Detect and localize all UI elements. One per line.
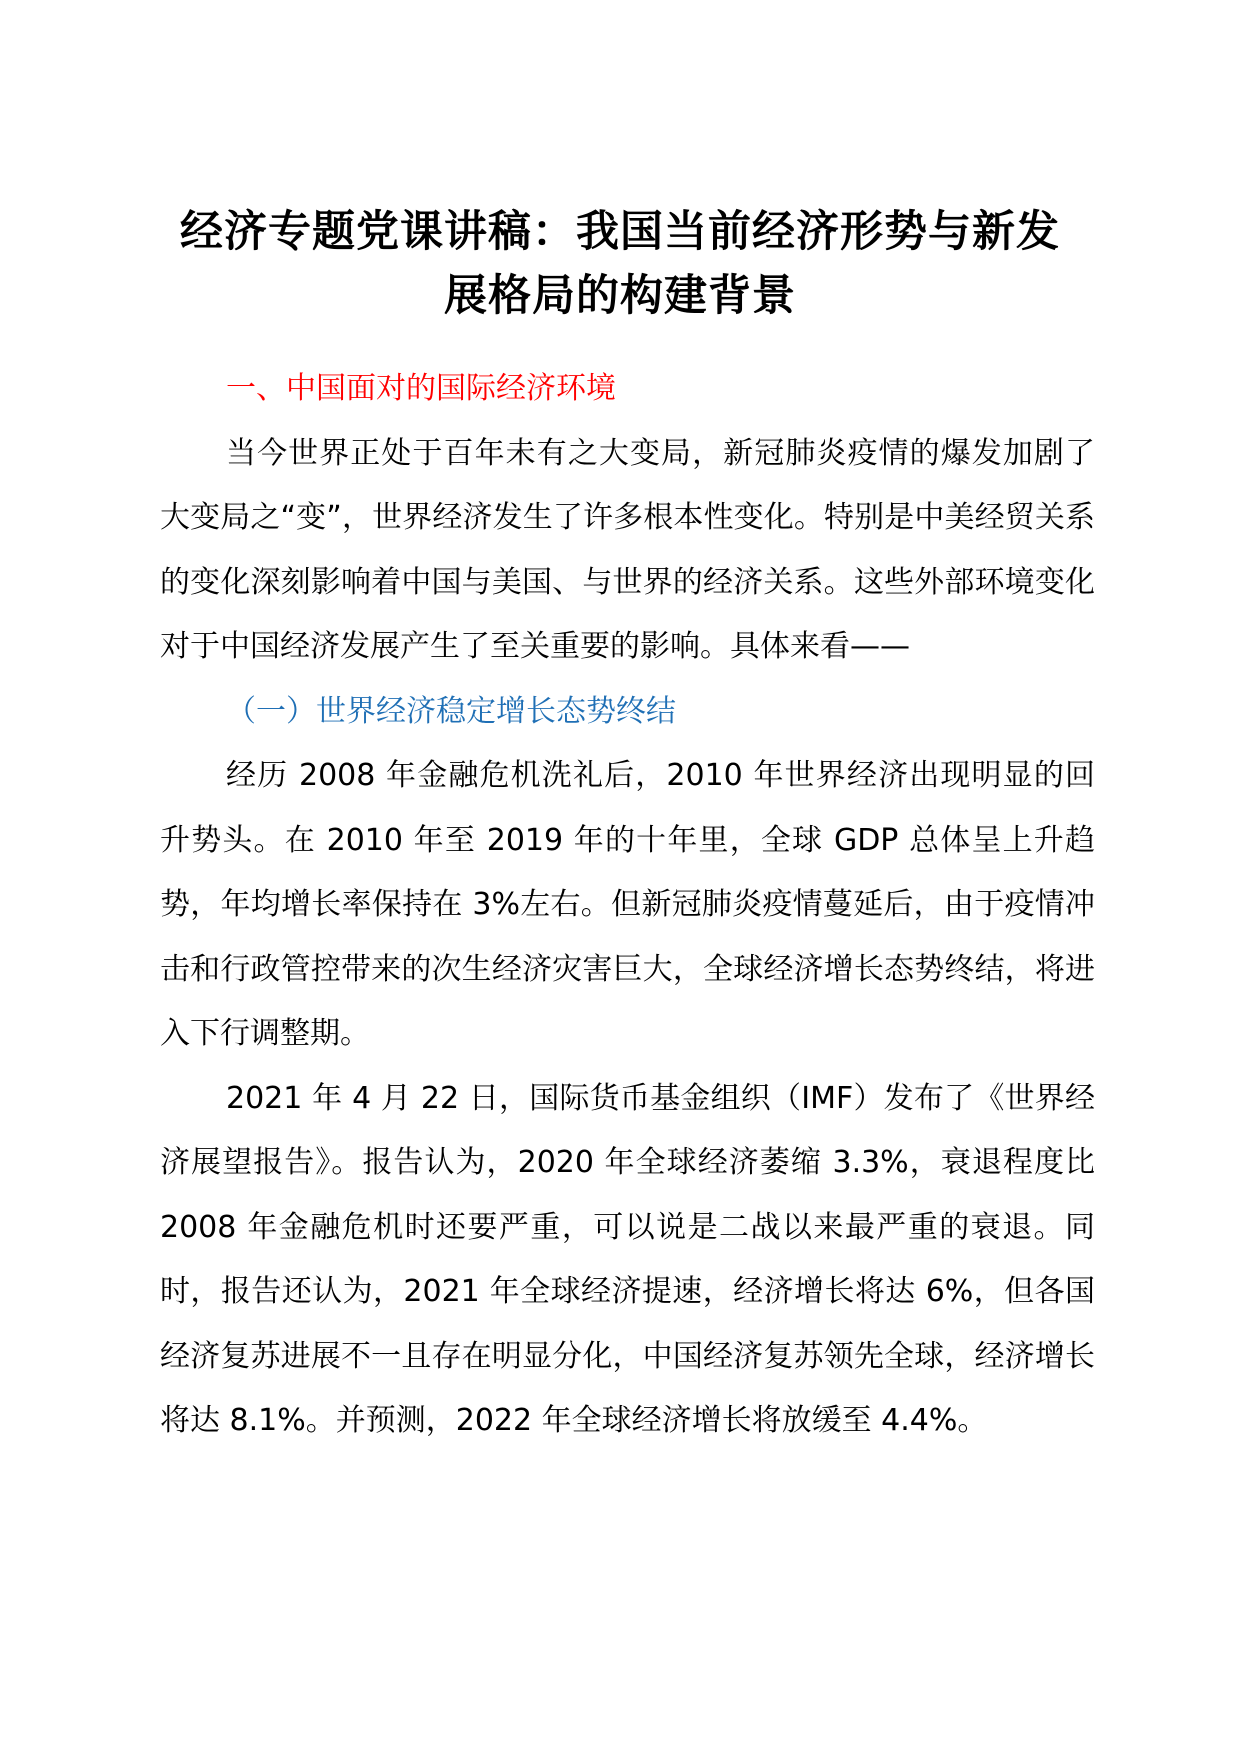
section-heading-international-environment: 一、中国面对的国际经济环境 (226, 371, 616, 406)
title-line-1: 经济专题党课讲稿：我国当前经济形势与新发 (180, 207, 1060, 257)
document-title (150, 200, 1090, 328)
subsection-heading-growth-end: （一）世界经济稳定增长态势终结 (226, 693, 676, 729)
paragraph-imf-report: 2021 年 4 月 22 日，国际货币基金组织（IMF）发布了《世界经济展望报告》。报告认为，2020 年全球经济萎缩 3.3%，衰退程度比 2008 年金融危机时还要严重，可以说是二战以来最严重的衰退。同时，报告还认为，2021 年全球经济提速，经济增长将达 6%，但各国经济复苏进展不一且存在明显分化，中国经济复苏领先全球，经济增长将达 8.1%。并预测，2022 年全球经济增长将放缓至 4.4%。 (160, 1080, 1095, 1438)
title-line-2: 展格局的构建背景 (444, 271, 796, 321)
paragraph-intro: 当今世界正处于百年未有之大变局，新冠肺炎疫情的爆发加剧了大变局之“变”，世界经济发生了许多根本性变化。特别是中美经贸关系的变化深刻影响着中国与美国、与世界的经济关系。这些外部环境变化对于中国经济发展产生了至关重要的影响。具体来看—— (160, 435, 1095, 664)
document-body (160, 357, 1095, 1454)
paragraph-growth-history: 经历 2008 年金融危机洗礼后，2010 年世界经济出现明显的回升势头。在 2010 年至 2019 年的十年里，全球 GDP 总体呈上升趋势，年均增长率保持在 3%左右。但新冠肺炎疫情蔓延后，由于疫情冲击和行政管控带来的次生经济灾害巨大，全球经济增长态势终结，将进入下行调整期。 (160, 758, 1095, 1051)
